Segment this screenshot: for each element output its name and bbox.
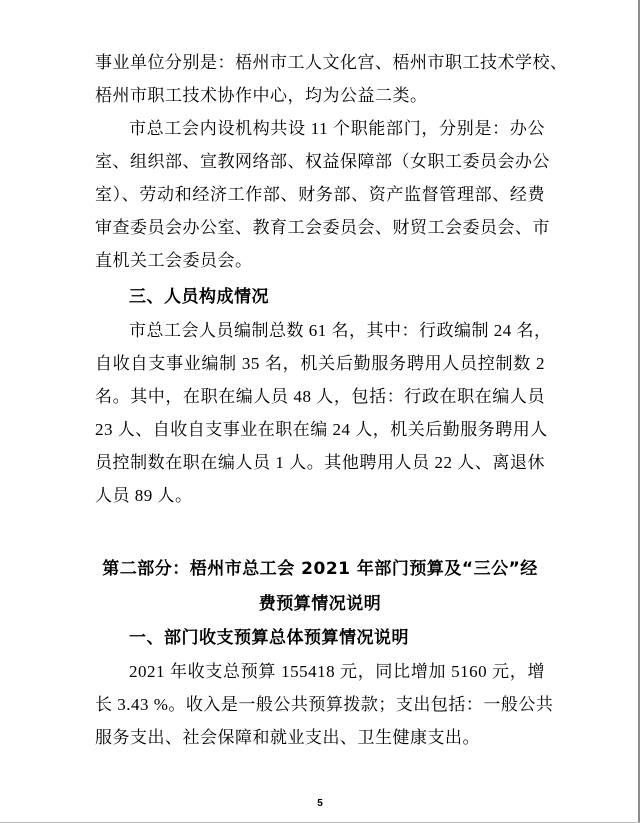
text-line: 事业单位分别是：梧州市工人文化宫、梧州市职工技术学校、 xyxy=(95,53,568,72)
text-line: 梧州市职工技术协作中心，均为公益二类。 xyxy=(95,86,428,105)
text-line: 员控制数在职在编人员 1 人。其他聘用人员 22 人、离退休 xyxy=(95,453,545,472)
section-spacer xyxy=(95,512,545,552)
heading-personnel-composition: 三、人员构成情况 xyxy=(129,287,269,307)
heading-part2-line2: 费预算情况说明 xyxy=(258,594,382,614)
text-line: 室、组织部、宣教网络部、权益保障部（女职工委员会办公 xyxy=(95,152,550,171)
page-number: 5 xyxy=(317,798,323,809)
paragraph-personnel xyxy=(95,314,552,512)
text-line: 室）、劳动和经济工作部、财务部、资产监督管理部、经费 xyxy=(95,185,545,204)
text-line: 审查委员会办公室、教育工会委员会、财贸工会委员会、市 xyxy=(95,218,550,237)
paragraph-internal-departments xyxy=(95,112,550,277)
text-line: 自收自支事业编制 35 名，机关后勤服务聘用人员控制数 2 xyxy=(95,354,545,373)
text-line: 23 人、自收自支事业在职在编 24 人，机关后勤服务聘用人 xyxy=(95,420,548,439)
heading-part2-line1: 第二部分：梧州市总工会 2021 年部门预算及“三公”经 xyxy=(102,559,538,579)
paragraph-public-units xyxy=(95,46,568,112)
heading-part2 xyxy=(95,552,545,622)
text-line: 2021 年收支总预算 155418 元，同比增加 5160 元，增 xyxy=(129,662,545,681)
text-line: 市总工会内设机构共设 11 个职能部门，分别是：办公 xyxy=(129,119,545,138)
document-content xyxy=(95,46,568,754)
heading-budget-overview: 一、部门收支预算总体预算情况说明 xyxy=(129,628,409,648)
text-line: 人员 89 人。 xyxy=(95,486,193,505)
paragraph-budget xyxy=(95,655,554,754)
text-line: 市总工会人员编制总数 61 名，其中：行政编制 24 名， xyxy=(129,321,552,340)
text-line: 名。其中，在职在编人员 48 人，包括：行政在职在编人员 xyxy=(95,387,545,406)
text-line: 服务支出、社会保障和就业支出、卫生健康支出。 xyxy=(95,728,480,747)
text-line: 直机关工会委员会。 xyxy=(95,251,253,270)
text-line: 长 3.43 %。收入是一般公共预算拨款；支出包括：一般公共 xyxy=(95,695,554,714)
